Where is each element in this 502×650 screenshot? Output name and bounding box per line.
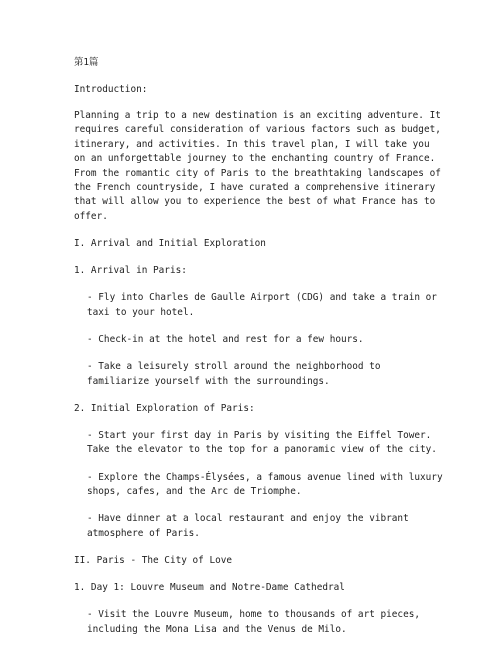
list-item: - Start your first day in Paris by visiting the Eiffel Tower. Take the elevator to the top for a panoramic view of the city. xyxy=(87,430,437,456)
list-item: - Check-in at the hotel and rest for a few hours. xyxy=(87,334,364,346)
subheading-day-1: 1. Day 1: Louvre Museum and Notre-Dame Cathedral xyxy=(74,582,345,594)
document-body xyxy=(74,56,449,650)
subheading-initial-exploration: 2. Initial Exploration of Paris: xyxy=(74,402,255,414)
section-heading-arrival: I. Arrival and Initial Exploration xyxy=(74,238,266,250)
list-item: - Fly into Charles de Gaulle Airport (CDG) and take a train or taxi to your hotel. xyxy=(87,292,443,318)
section-heading-paris: II. Paris - The City of Love xyxy=(74,554,233,566)
list-item: - Have dinner at a local restaurant and enjoy the vibrant atmosphere of Paris. xyxy=(87,513,415,539)
intro-paragraph: Planning a trip to a new destination is an exciting adventure. It requires careful consideration of various factors such as budget, itinerary, and activities. In this travel plan, I will take you on an unforgettable journey to the enchanting country of France. From the romantic city of Paris to the breathtaking landscapes of the French countryside, I have curated a comprehensive itinerary that will allow you to experience the best of what France has to offer. xyxy=(74,110,447,222)
list-item: - Take a leisurely stroll around the neighborhood to familiarize yourself with the surroundings. xyxy=(87,361,387,387)
page-label: 第1篇 xyxy=(74,57,99,68)
intro-heading: Introduction: xyxy=(74,84,148,96)
subheading-arrival-in-paris: 1. Arrival in Paris: xyxy=(74,265,187,277)
list-item: - Visit the Louvre Museum, home to thousands of art pieces, including the Mona Lisa and the Venus de Milo. xyxy=(87,609,426,635)
list-item: - Explore the Champs-Élysées, a famous avenue lined with luxury shops, cafes, and the Arc de Triomphe. xyxy=(87,471,449,498)
